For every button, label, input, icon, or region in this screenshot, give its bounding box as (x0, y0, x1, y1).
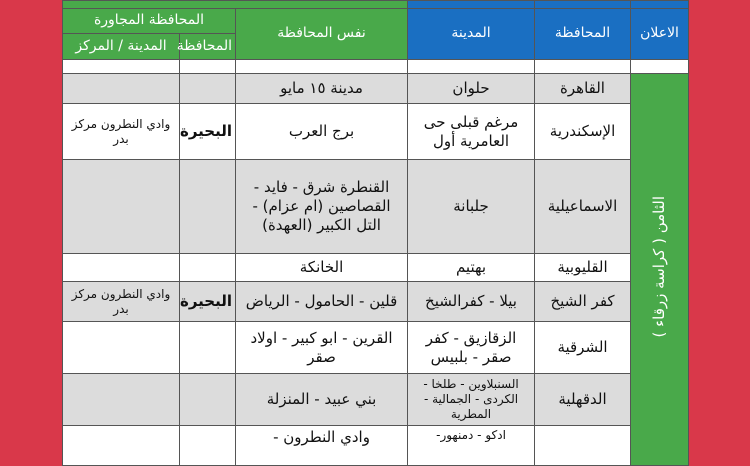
same-governorate-cell: بني عبيد - المنزلة (236, 374, 408, 426)
same-governorate-cell: مدينة ١٥ مايو (236, 74, 408, 104)
same-governorate-cell: القنطرة شرق - فايد - القصاصين (ام عزام) - التل الكبير (العهدة) (236, 160, 408, 254)
neighboring-governorate-cell (180, 254, 236, 282)
table-row (63, 374, 689, 426)
distribution-table (62, 0, 689, 466)
same-governorate-cell: وادي النطرون - (236, 426, 408, 466)
header-neighboring-governorate: المحافظة (180, 34, 236, 60)
table-row (63, 426, 689, 466)
neighboring-city-cell (63, 74, 180, 104)
same-governorate-cell: برج العرب (236, 104, 408, 160)
city-cell: الزقازيق - كفر صقر - بلبيس (408, 322, 535, 374)
neighboring-city-cell (63, 254, 180, 282)
neighboring-city-cell (63, 426, 180, 466)
same-governorate-cell: قلين - الحامول - الرياض (236, 282, 408, 322)
neighboring-city-cell (63, 322, 180, 374)
neighboring-governorate-cell: البحيرة (180, 104, 236, 160)
city-cell: ادكو - دمنهور- (408, 426, 535, 466)
header-ad: الاعلان (631, 9, 689, 60)
governorate-cell (535, 426, 631, 466)
header-same-governorate: نفس المحافظة (236, 9, 408, 60)
city-cell: حلوان (408, 74, 535, 104)
same-governorate-cell: الخانكة (236, 254, 408, 282)
city-cell: جلبانة (408, 160, 535, 254)
ad-label: الثامن ( كراسة زرقاء ) (650, 196, 669, 338)
table-row (63, 74, 689, 104)
governorate-cell: الإسكندرية (535, 104, 631, 160)
neighboring-governorate-cell (180, 160, 236, 254)
neighboring-governorate-cell: البحيرة (180, 282, 236, 322)
neighboring-city-cell (63, 160, 180, 254)
same-governorate-cell: القرين - ابو كبير - اولاد صقر (236, 322, 408, 374)
header-neighboring-city: المدينة / المركز (63, 34, 180, 60)
neighboring-governorate-cell (180, 374, 236, 426)
governorate-cell: الاسماعيلية (535, 160, 631, 254)
city-cell: بهتيم (408, 254, 535, 282)
header-governorate: المحافظة (535, 9, 631, 60)
neighboring-governorate-cell (180, 74, 236, 104)
ad-cell (631, 74, 689, 466)
city-cell: السنبلاوين - طلخا - الكردى - الجمالية - المطرية (408, 374, 535, 426)
city-cell: بيلا - كفرالشيخ (408, 282, 535, 322)
governorate-cell: الدقهلية (535, 374, 631, 426)
governorate-cell: القاهرة (535, 74, 631, 104)
neighboring-governorate-cell (180, 322, 236, 374)
neighboring-city-cell: وادي النطرون مركز بدر (63, 104, 180, 160)
table-row (63, 160, 689, 254)
header-city: المدينة (408, 9, 535, 60)
governorate-cell: الشرقية (535, 322, 631, 374)
neighboring-governorate-cell (180, 426, 236, 466)
table-row (63, 254, 689, 282)
city-cell: مرغم قبلى حى العامرية أول (408, 104, 535, 160)
header-top-strip (631, 1, 689, 9)
table-row (63, 322, 689, 374)
neighboring-city-cell: وادي النطرون مركز بدر (63, 282, 180, 322)
table-row (63, 104, 689, 160)
governorate-cell: القليوبية (535, 254, 631, 282)
table-row (63, 282, 689, 322)
table-wrapper (62, 0, 688, 446)
header-neighboring: المحافظة المجاورة (63, 9, 236, 34)
neighboring-city-cell (63, 374, 180, 426)
governorate-cell: كفر الشيخ (535, 282, 631, 322)
